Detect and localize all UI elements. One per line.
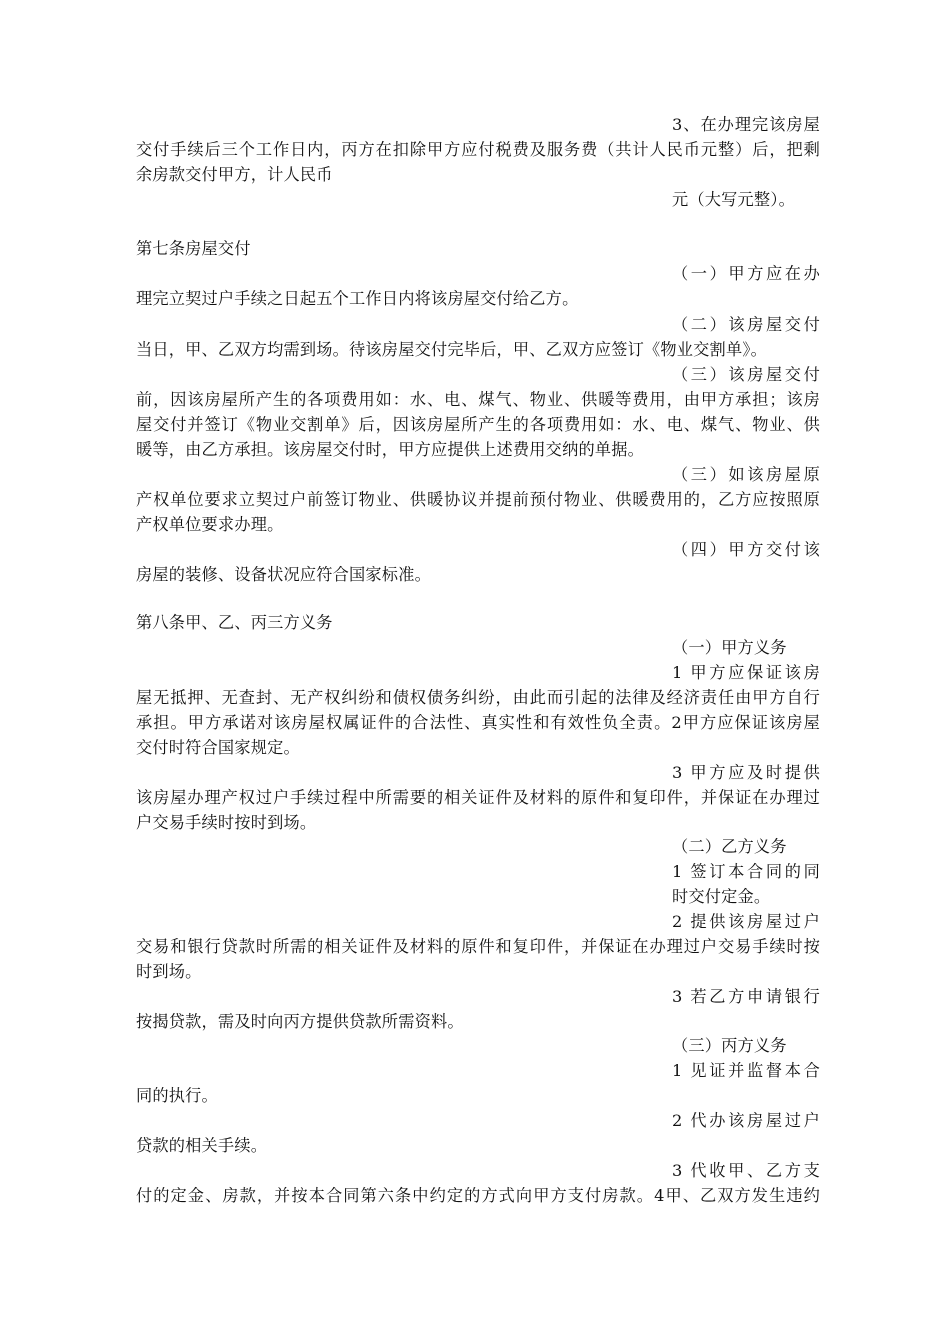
- text-line: 3 若乙方申请银行: [672, 987, 820, 1006]
- text-line: 户交易手续时按时到场。: [136, 813, 317, 832]
- text-line: 当日，甲、乙双方均需到场。待该房屋交付完毕后，甲、乙双方应签订《物业交割单》。: [136, 340, 768, 359]
- text-line: 时交付定金。: [672, 887, 771, 906]
- text-line: 同的执行。: [136, 1086, 218, 1105]
- text-line: 3 代收甲、乙方支: [672, 1161, 820, 1180]
- text-line: （一）甲方应在办: [672, 264, 820, 283]
- text-line: 交付时符合国家规定。: [136, 738, 300, 757]
- text-line: 产权单位要求立契过户前签订物业、供暖协议并提前预付物业、供暖费用的，乙方应按照原: [136, 490, 820, 509]
- text-line: 屋无抵押、无查封、无产权纠纷和债权债务纠纷，由此而引起的法律及经济责任由甲方自行: [136, 688, 820, 707]
- section-heading: 第七条房屋交付: [136, 239, 251, 258]
- text-line: 承担。甲方承诺对该房屋权属证件的合法性、真实性和有效性负全责。2甲方应保证该房屋: [136, 713, 820, 732]
- text-line: 按揭贷款，需及时向丙方提供贷款所需资料。: [136, 1012, 464, 1031]
- text-line: （二）该房屋交付: [672, 315, 820, 334]
- text-line: （四）甲方交付该: [672, 540, 820, 559]
- text-line: 元（大写元整）。: [672, 190, 795, 209]
- text-line: （二）乙方义务: [672, 837, 787, 856]
- text-line: 付的定金、房款，并按本合同第六条中约定的方式向甲方支付房款。4甲、乙双方发生违约: [136, 1186, 820, 1205]
- text-line: 1 签订本合同的同: [672, 862, 820, 881]
- text-line: 交易和银行贷款时所需的相关证件及材料的原件和复印件，并保证在办理过户交易手续时按: [136, 937, 820, 956]
- text-line: 2 提供该房屋过户: [672, 912, 820, 931]
- text-line: 屋交付并签订《物业交割单》后，因该房屋所产生的各项费用如：水、电、煤气、物业、供: [136, 415, 820, 434]
- text-line: 暖等，由乙方承担。该房屋交付时，甲方应提供上述费用交纳的单据。: [136, 440, 645, 459]
- text-line: 1 见证并监督本合: [672, 1061, 820, 1080]
- text-line: 贷款的相关手续。: [136, 1136, 268, 1155]
- text-line: 1 甲方应保证该房: [672, 663, 820, 682]
- text-line: 前，因该房屋所产生的各项费用如：水、电、煤气、物业、供暖等费用，由甲方承担；该房: [136, 390, 820, 409]
- section-heading: 第八条甲、乙、丙三方义务: [136, 613, 333, 632]
- text-line: 该房屋办理产权过户手续过程中所需要的相关证件及材料的原件和复印件，并保证在办理过: [136, 788, 820, 807]
- text-line: （三）如该房屋原: [672, 465, 820, 484]
- text-line: 时到场。: [136, 962, 202, 981]
- text-line: 理完立契过户手续之日起五个工作日内将该房屋交付给乙方。: [136, 289, 579, 308]
- text-line: （三）该房屋交付: [672, 365, 820, 384]
- text-line: 产权单位要求办理。: [136, 515, 284, 534]
- text-line: 3、在办理完该房屋: [672, 115, 820, 134]
- text-line: （一）甲方义务: [672, 638, 787, 657]
- text-line: 3 甲方应及时提供: [672, 763, 820, 782]
- text-line: 交付手续后三个工作日内，丙方在扣除甲方应付税费及服务费（共计人民币元整）后，把剩: [136, 140, 820, 159]
- text-line: （三）丙方义务: [672, 1036, 787, 1055]
- text-line: 2 代办该房屋过户: [672, 1111, 820, 1130]
- text-line: 房屋的装修、设备状况应符合国家标准。: [136, 565, 431, 584]
- text-line: 余房款交付甲方，计人民币: [136, 165, 333, 184]
